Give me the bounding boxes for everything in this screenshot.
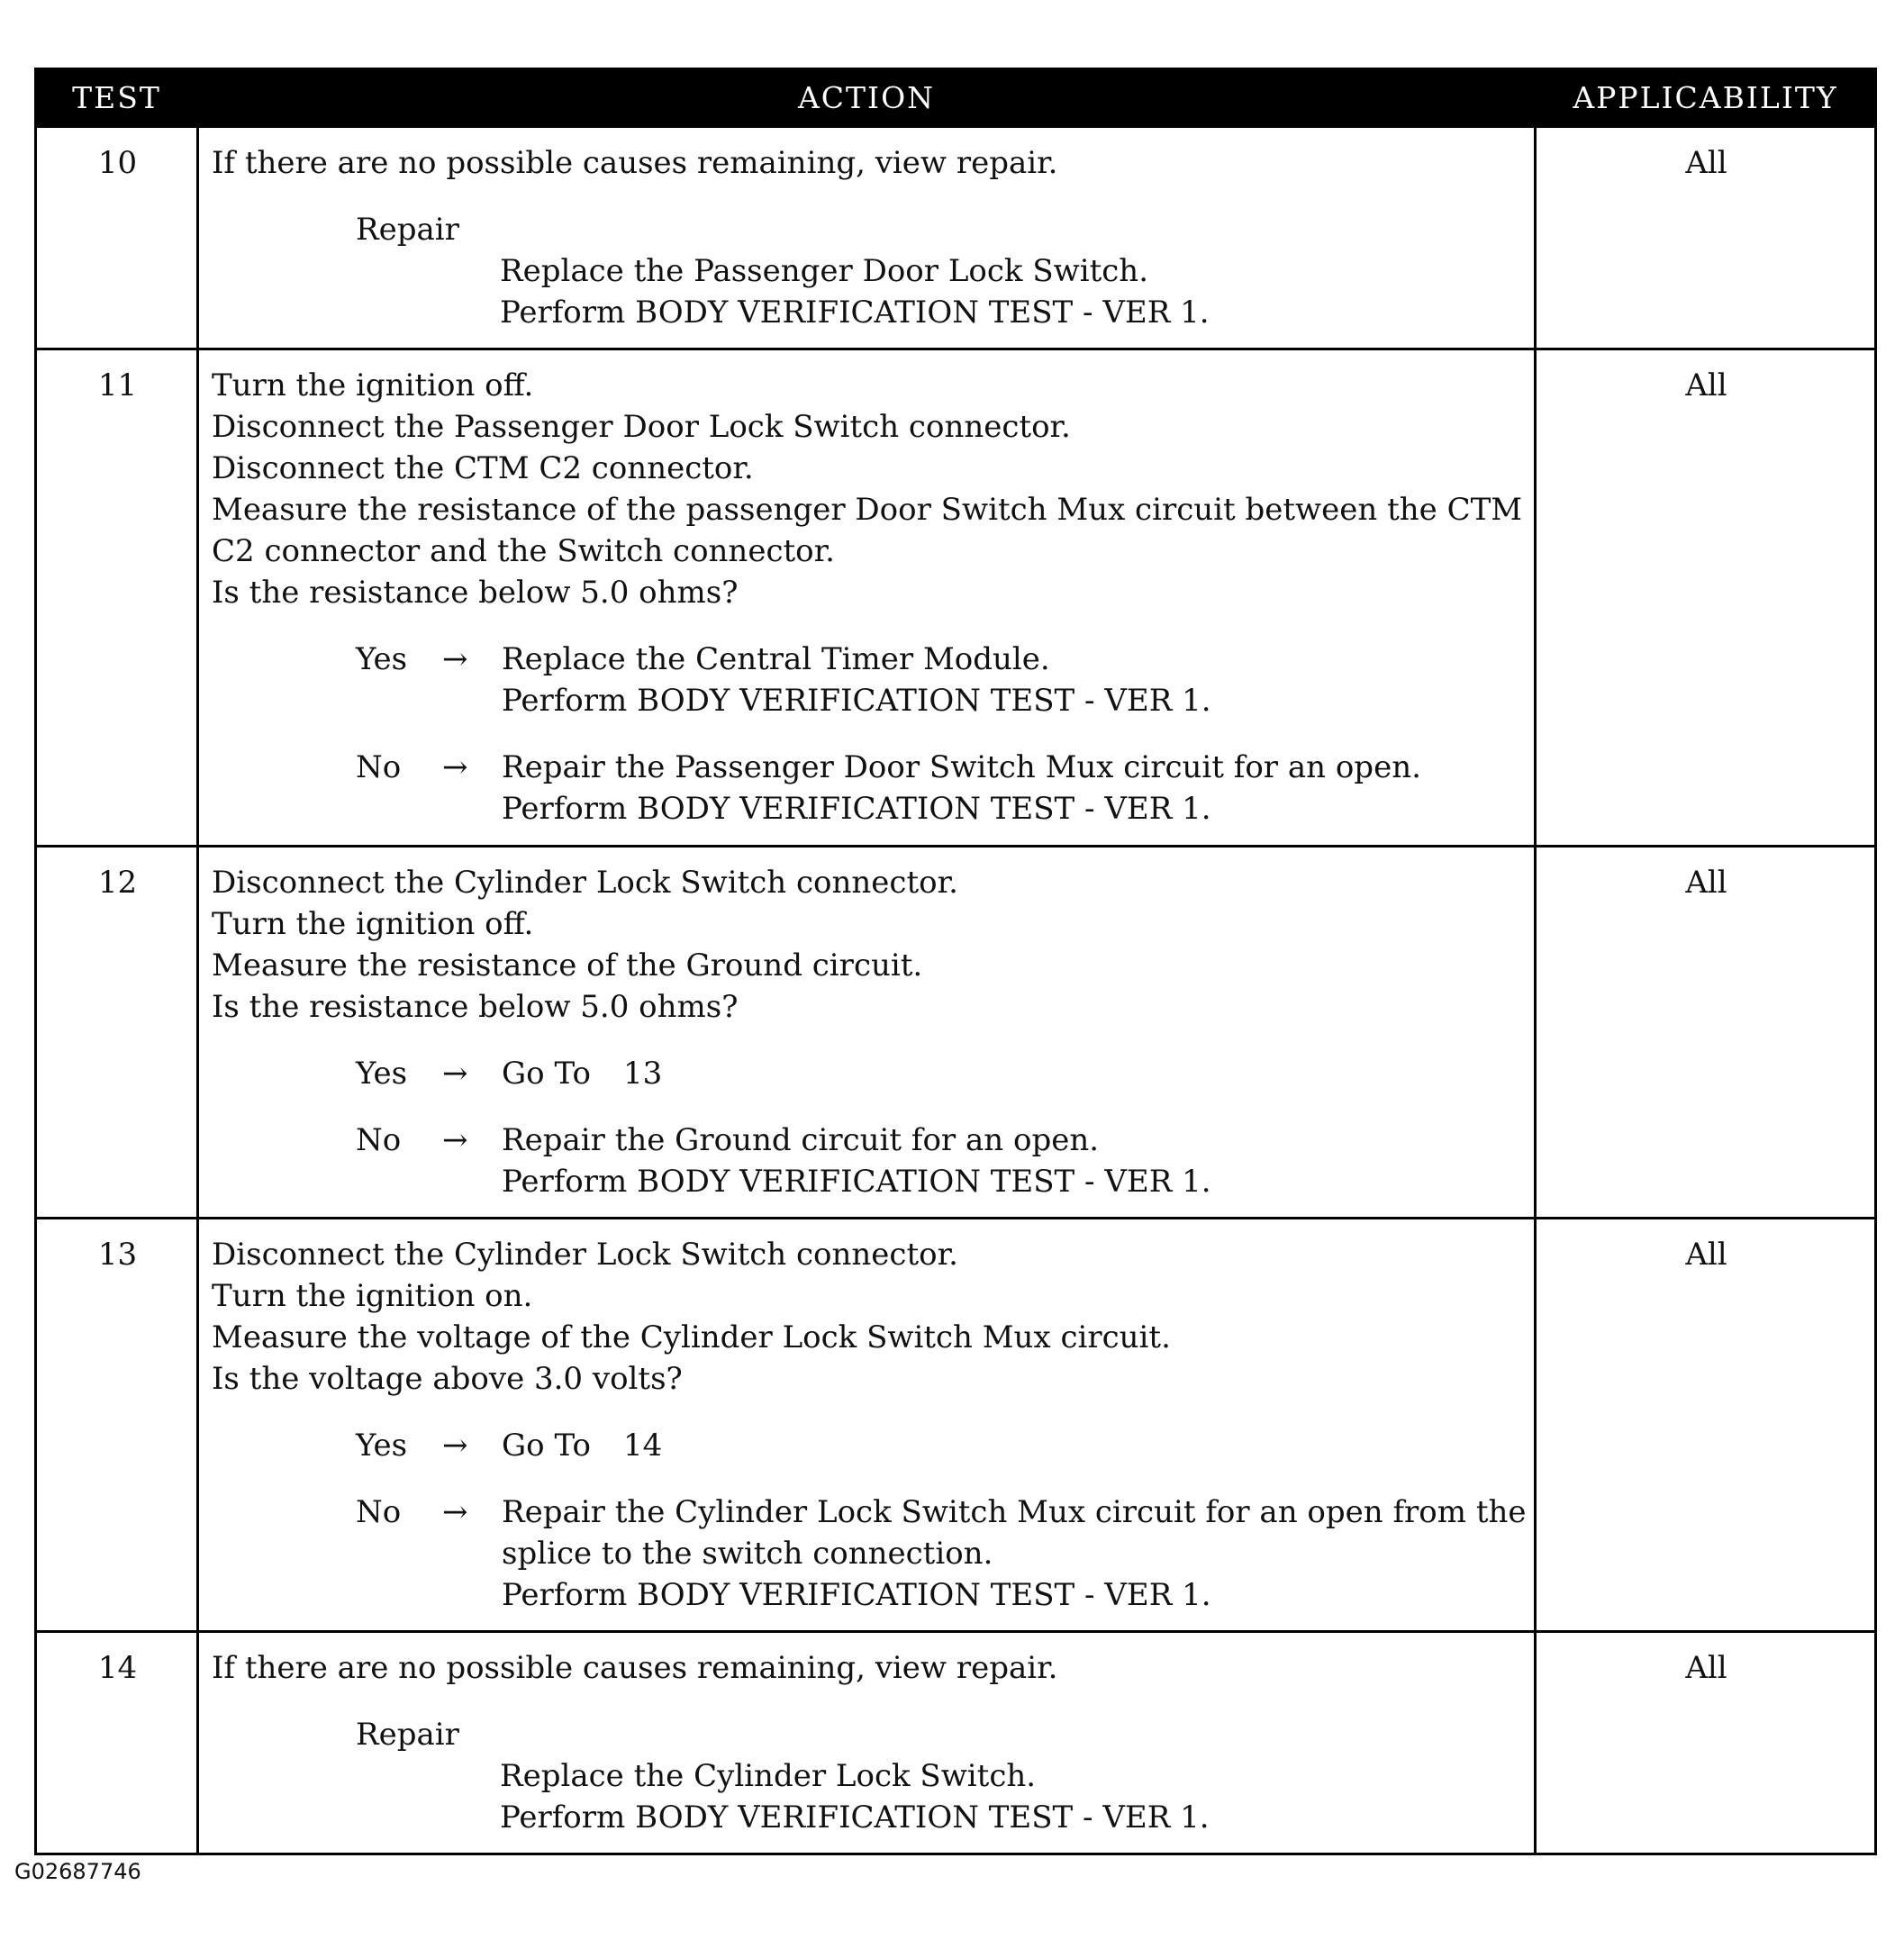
applicability-value: All [1536, 349, 1876, 847]
table-row [36, 847, 1876, 1219]
action-line: Is the voltage above 3.0 volts? [212, 1361, 683, 1397]
action-line: Disconnect the Cylinder Lock Switch connector. [212, 1237, 958, 1273]
no-branch [212, 1120, 1523, 1202]
repair-line: Perform BODY VERIFICATION TEST - VER 1. [500, 295, 1210, 331]
yes-label: Yes [356, 1428, 408, 1464]
action-cell [198, 1632, 1536, 1854]
yes-branch [212, 1053, 1523, 1094]
arrow-icon: → [442, 1056, 468, 1092]
yes-label: Yes [356, 641, 408, 677]
figure-id: G02687746 [14, 1859, 141, 1884]
action-cell [198, 127, 1536, 349]
action-line: Disconnect the Cylinder Lock Switch connector. [212, 865, 958, 901]
result-line: splice to the switch connection. [502, 1536, 993, 1572]
header-applicability: APPLICABILITY [1536, 69, 1876, 127]
action-line: Is the resistance below 5.0 ohms? [212, 575, 739, 611]
action-line: Disconnect the CTM C2 connector. [212, 450, 754, 486]
action-line: Measure the voltage of the Cylinder Lock Switch Mux circuit. [212, 1319, 1171, 1355]
diagnostic-table-page [34, 68, 1874, 1855]
applicability-value: All [1536, 127, 1876, 349]
goto-link[interactable]: 14 [622, 1428, 663, 1464]
no-label: No [356, 1494, 402, 1530]
result-line: Perform BODY VERIFICATION TEST - VER 1. [502, 791, 1211, 827]
action-line: Disconnect the Passenger Door Lock Switch connector. [212, 409, 1071, 445]
table-row [36, 1632, 1876, 1854]
result-line: Repair the Ground circuit for an open. [502, 1122, 1100, 1158]
action-line: Turn the ignition off. [212, 906, 534, 942]
test-number: 11 [36, 349, 198, 847]
goto-label: Go To [502, 1428, 591, 1464]
goto-label: Go To [502, 1056, 591, 1092]
action-line: If there are no possible causes remaining, view repair. [212, 1650, 1058, 1686]
repair-line: Replace the Passenger Door Lock Switch. [500, 253, 1149, 289]
arrow-icon: → [442, 1428, 468, 1464]
action-line: C2 connector and the Switch connector. [212, 533, 835, 569]
test-number: 10 [36, 127, 198, 349]
result-line: Perform BODY VERIFICATION TEST - VER 1. [502, 1577, 1211, 1613]
table-row [36, 1219, 1876, 1632]
action-line: Turn the ignition on. [212, 1278, 533, 1314]
yes-branch [212, 1425, 1523, 1466]
no-branch [212, 1491, 1527, 1616]
action-cell [198, 1219, 1536, 1632]
repair-line: Replace the Cylinder Lock Switch. [500, 1758, 1037, 1794]
test-number: 12 [36, 847, 198, 1219]
header-test: TEST [36, 69, 198, 127]
result-line: Perform BODY VERIFICATION TEST - VER 1. [502, 1164, 1211, 1200]
no-label: No [356, 1122, 402, 1158]
applicability-value: All [1536, 847, 1876, 1219]
result-line: Replace the Central Timer Module. [502, 641, 1050, 677]
test-number: 14 [36, 1632, 198, 1854]
table-row [36, 349, 1876, 847]
repair-label: Repair [356, 212, 459, 248]
yes-label: Yes [356, 1056, 408, 1092]
diagnostic-test-table [34, 68, 1877, 1855]
no-branch [212, 747, 1523, 829]
result-line: Repair the Passenger Door Switch Mux circuit for an open. [502, 749, 1421, 785]
result-line: Perform BODY VERIFICATION TEST - VER 1. [502, 683, 1211, 719]
action-cell [198, 847, 1536, 1219]
table-row [36, 127, 1876, 349]
applicability-value: All [1536, 1219, 1876, 1632]
applicability-value: All [1536, 1632, 1876, 1854]
arrow-icon: → [442, 641, 468, 677]
goto-link[interactable]: 13 [622, 1056, 663, 1092]
repair-label: Repair [356, 1717, 459, 1753]
action-line: Is the resistance below 5.0 ohms? [212, 989, 739, 1025]
arrow-icon: → [442, 1494, 468, 1530]
header-action: ACTION [198, 69, 1536, 127]
result-line: Repair the Cylinder Lock Switch Mux circuit for an open from the [502, 1494, 1527, 1530]
arrow-icon: → [442, 749, 468, 785]
repair-line: Perform BODY VERIFICATION TEST - VER 1. [500, 1799, 1210, 1836]
table-header-row [36, 69, 1876, 127]
no-label: No [356, 749, 402, 785]
yes-branch [212, 639, 1523, 721]
action-line: Measure the resistance of the passenger Door Switch Mux circuit between the CTM [212, 492, 1523, 528]
action-line: If there are no possible causes remaining, view repair. [212, 145, 1058, 181]
action-cell [198, 349, 1536, 847]
arrow-icon: → [442, 1122, 468, 1158]
action-line: Measure the resistance of the Ground circuit. [212, 947, 923, 984]
test-number: 13 [36, 1219, 198, 1632]
action-line: Turn the ignition off. [212, 367, 534, 403]
